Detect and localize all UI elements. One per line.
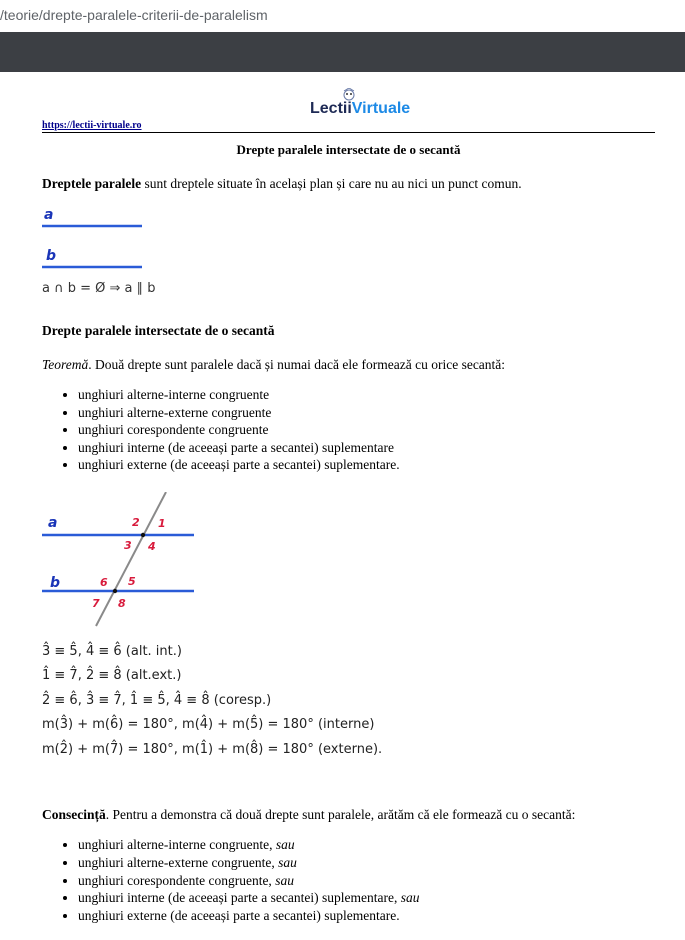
- list-item: • unghiuri alterne-externe congruente: [78, 404, 655, 422]
- formula-line: m(2̂) + m(7̂) = 180°, m(1̂) + m(8̂) = 180° (externe).: [42, 741, 383, 757]
- line-b-label: b: [50, 574, 61, 591]
- formula-line: m(3̂) + m(6̂) = 180°, m(4̂) + m(5̂) = 180° (interne): [42, 717, 375, 733]
- site-link[interactable]: https://lectii-virtuale.ro: [42, 120, 142, 131]
- intersection-point-a: [141, 533, 145, 537]
- url-text: /teorie/drepte-paralele-criterii-de-paralelism: [0, 7, 268, 23]
- definition-term: Dreptele paralele: [42, 176, 142, 191]
- angle-label-4: 4: [148, 539, 156, 553]
- theorem-label: Teoremă: [42, 357, 89, 372]
- list-item: • unghiuri interne (de aceeași parte a secantei) suplementare, sau: [78, 889, 655, 907]
- consequence-label: Consecință: [42, 807, 106, 823]
- list-item: • unghiuri interne (de aceeași parte a secantei) suplementare: [78, 439, 655, 457]
- list-item: • unghiuri corespondente congruente: [78, 421, 655, 439]
- list-item: • unghiuri alterne-interne congruente: [78, 386, 655, 404]
- page-title: Drepte paralele intersectate de o secantă: [236, 142, 461, 157]
- formula-line: 1̂ ≡ 7̂, 2̂ ≡ 8̂ (alt.ext.): [42, 668, 182, 684]
- section-heading: Drepte paralele intersectate de o secantă: [42, 323, 275, 338]
- angle-label-8: 8: [118, 596, 126, 610]
- formula-line: 3̂ ≡ 5̂, 4̂ ≡ 6̂ (alt. int.): [42, 643, 182, 659]
- document-header: [42, 72, 655, 133]
- list-item: • unghiuri alterne-externe congruente, sau: [78, 854, 655, 872]
- intersection-formula: a ∩ b = Ø ⇒ a ∥ b: [42, 281, 156, 296]
- angle-label-6: 6: [100, 575, 108, 589]
- angle-label-3: 3: [124, 538, 132, 552]
- list-item: • unghiuri alterne-interne congruente, sau: [78, 836, 655, 854]
- line-a-label: a: [44, 207, 54, 223]
- address-bar[interactable]: [0, 0, 685, 32]
- page-top-bar: [0, 32, 685, 72]
- angle-label-5: 5: [128, 574, 136, 588]
- secant-figure: [42, 492, 202, 628]
- parallel-lines-figure: [42, 207, 152, 269]
- line-b-label: b: [46, 248, 57, 264]
- theorem-paragraph: [42, 356, 655, 374]
- consequence-paragraph: [42, 806, 655, 824]
- definition-text: sunt dreptele situate în același plan și care nu au nici un punct comun.: [141, 176, 522, 191]
- line-a-label: a: [48, 514, 58, 531]
- angle-label-2: 2: [132, 515, 140, 529]
- consequence-text: . Pentru a demonstra că două drepte sunt paralele, arătăm că ele formează cu o secantă:: [105, 807, 576, 823]
- logo-text-virtuale: Virtuale: [351, 100, 411, 117]
- theorem-list: [42, 386, 655, 474]
- definition-paragraph: [42, 175, 655, 193]
- list-item: • unghiuri corespondente congruente, sau: [78, 872, 655, 890]
- angle-relations: [42, 640, 655, 763]
- theorem-text: . Două drepte sunt paralele dacă și numai dacă ele formează cu orice secantă:: [88, 357, 506, 372]
- list-item: • unghiuri externe (de aceeași parte a secantei) suplementare.: [78, 907, 655, 925]
- formula-line: 2̂ ≡ 6̂, 3̂ ≡ 7̂, 1̂ ≡ 5̂, 4̂ ≡ 8̂ (coresp.): [42, 692, 272, 708]
- logo-text-lectii: Lectii: [310, 100, 352, 117]
- site-logo: [310, 100, 410, 118]
- mascot-icon: [341, 88, 357, 102]
- list-item: • unghiuri externe (de aceeași parte a secantei) suplementare.: [78, 456, 655, 474]
- angle-label-7: 7: [92, 596, 100, 610]
- consequence-list: [42, 836, 655, 924]
- angle-label-1: 1: [158, 516, 166, 530]
- secant-line: [96, 492, 166, 626]
- document: [0, 72, 685, 924]
- intersection-point-b: [113, 589, 117, 593]
